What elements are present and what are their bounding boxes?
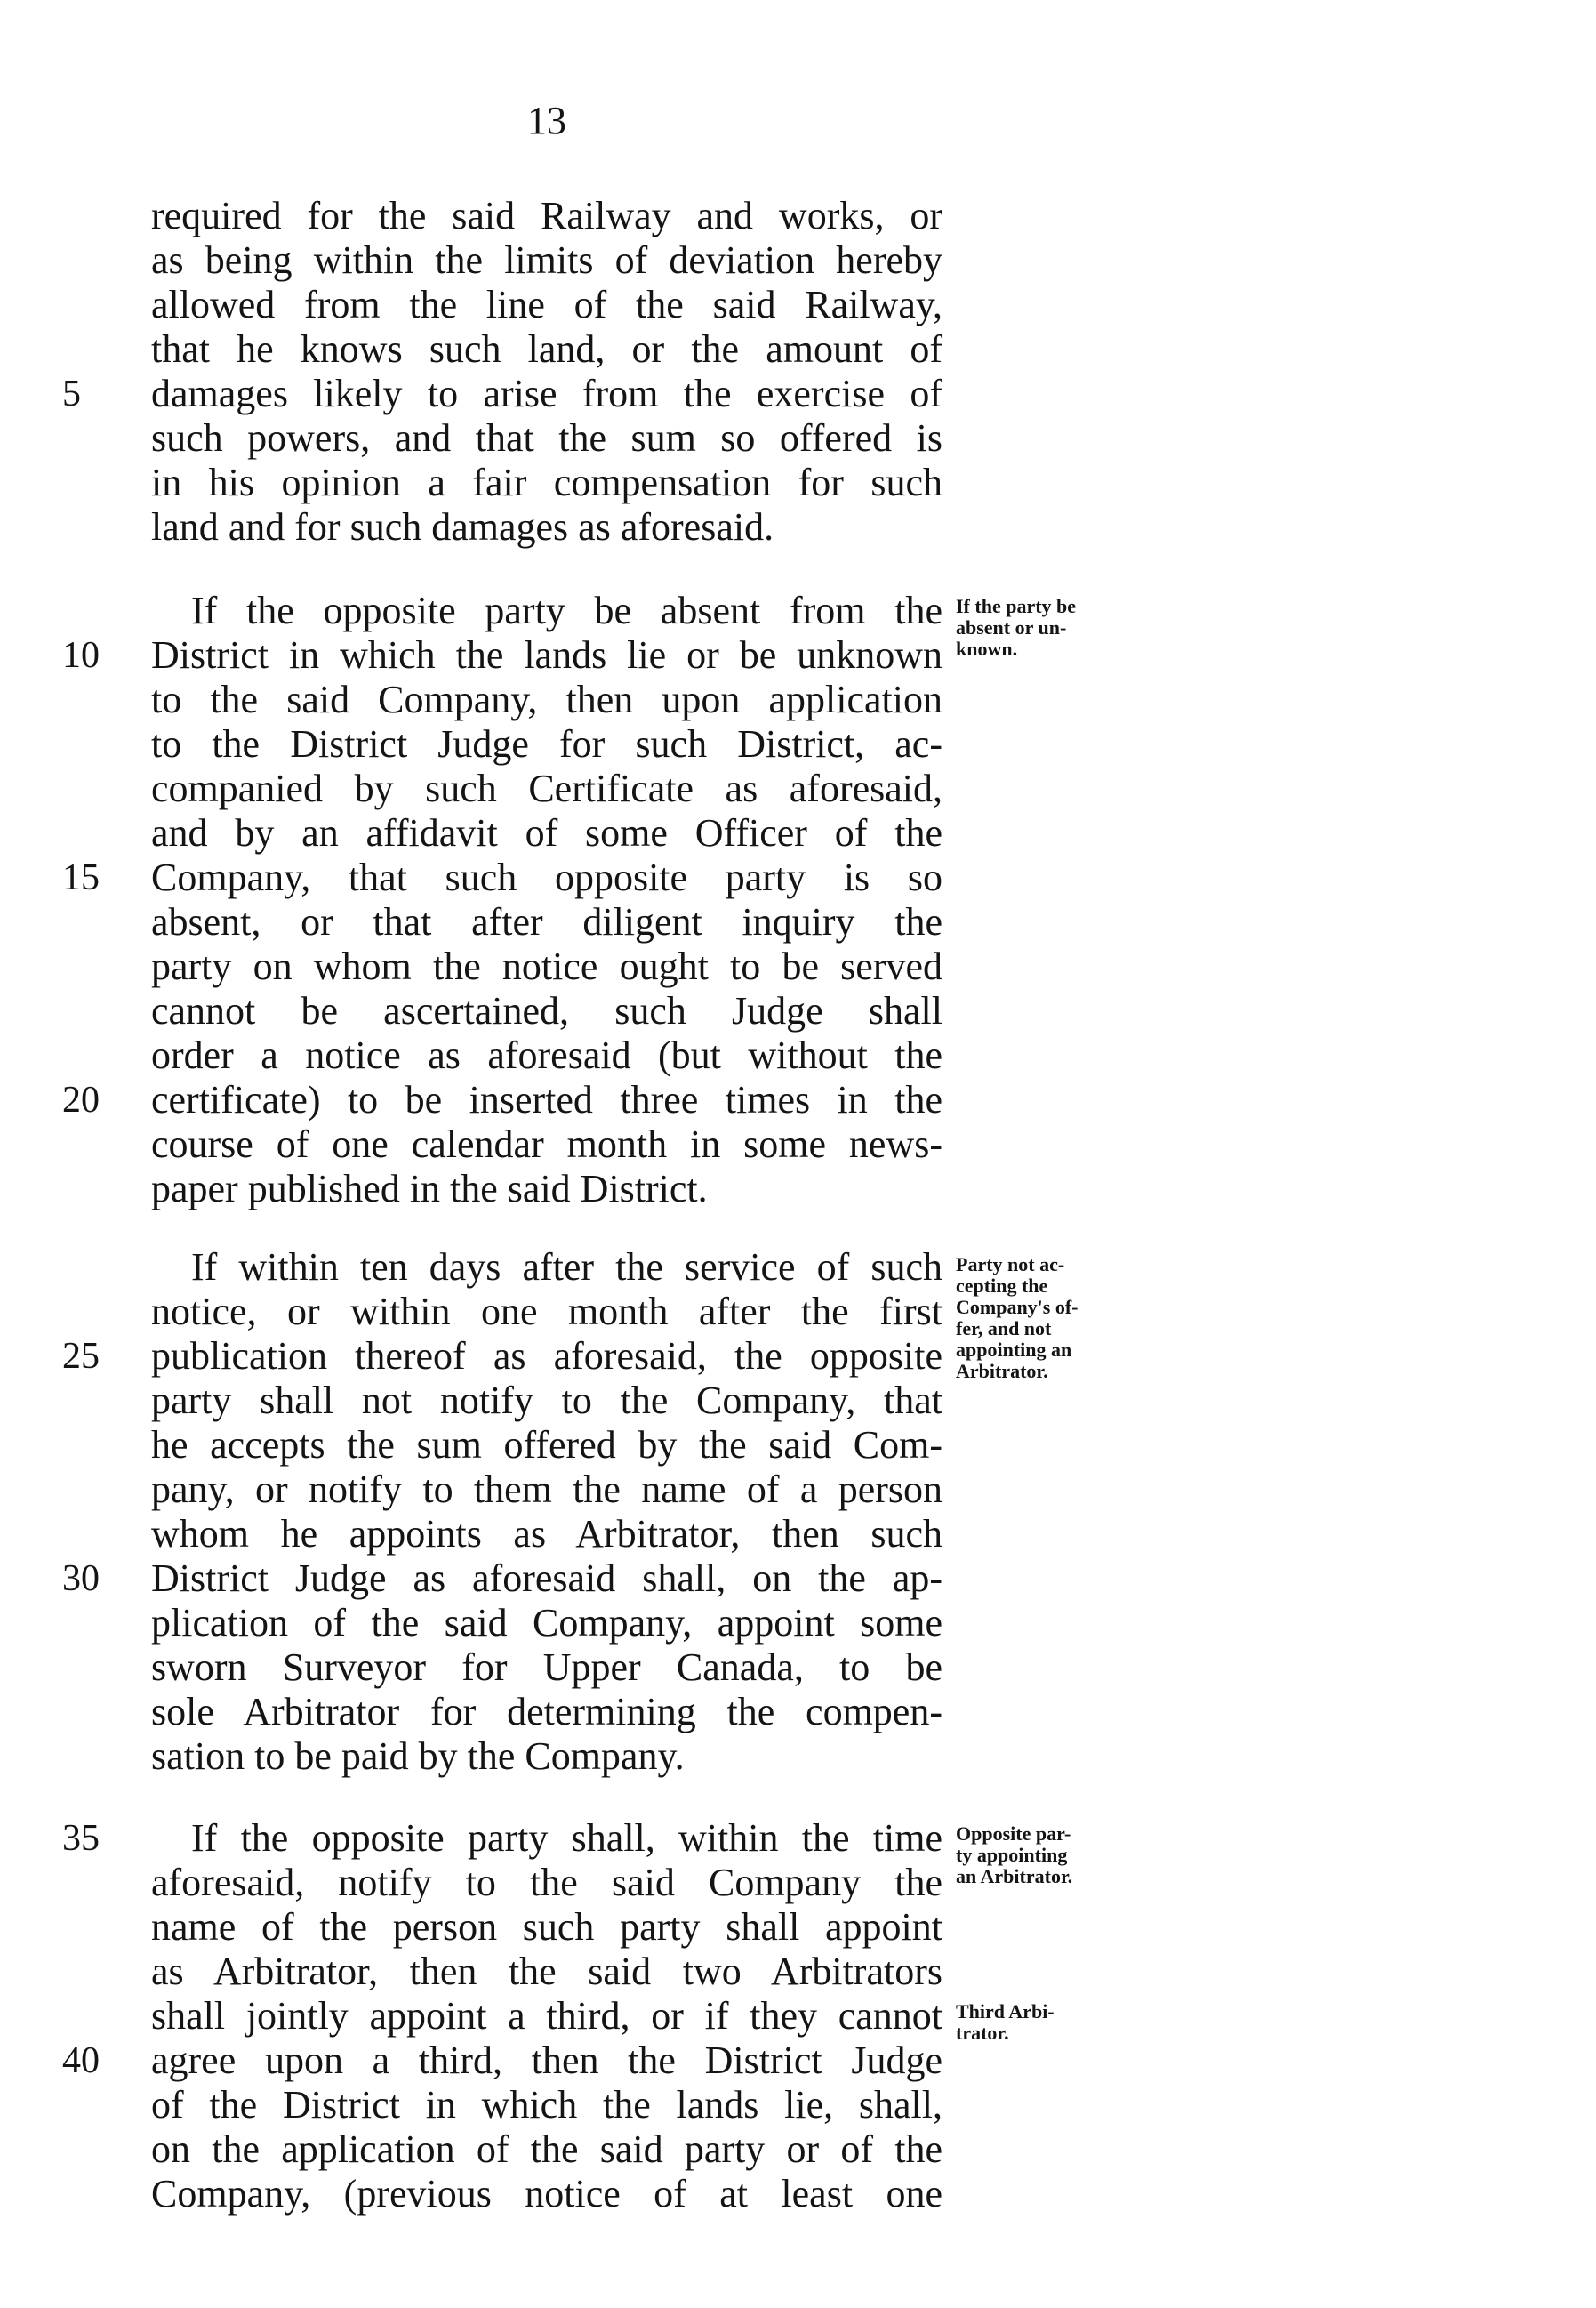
line-number: 40 — [62, 2040, 100, 2081]
text-line: absent, or that after diligent inquiry the — [151, 900, 942, 944]
text-line: he accepts the sum offered by the said Com- — [151, 1423, 942, 1467]
text-line: sole Arbitrator for determining the compen- — [151, 1690, 942, 1733]
text-line: land and for such damages as aforesaid. — [151, 505, 774, 549]
text-line: on the application of the said party or of the — [151, 2127, 942, 2171]
text-line: shall jointly appoint a third, or if they cannot — [151, 1994, 942, 2038]
text-line: course of one calendar month in some news- — [151, 1122, 942, 1166]
line-number: 10 — [62, 635, 100, 676]
margin-note-line: Party not ac- — [956, 1253, 1065, 1275]
text-line: damages likely to arise from the exercise of — [151, 372, 942, 415]
text-line: District Judge as aforesaid shall, on the ap- — [151, 1556, 942, 1600]
margin-note-absent-party — [956, 596, 1076, 660]
text-line: as being within the limits of deviation hereby — [151, 238, 942, 282]
text-line: sation to be paid by the Company. — [151, 1734, 685, 1778]
text-line: publication thereof as aforesaid, the opposite — [151, 1334, 942, 1378]
margin-note-opposite-party-appointing — [956, 1823, 1072, 1887]
margin-note-line: Company's of- — [956, 1296, 1079, 1318]
text-line: pany, or notify to them the name of a person — [151, 1468, 942, 1511]
text-line: such powers, and that the sum so offered is — [151, 416, 942, 460]
margin-note-line: Opposite par- — [956, 1822, 1071, 1845]
text-line: District in which the lands lie or be unknown — [151, 633, 942, 677]
text-line: notice, or within one month after the first — [151, 1290, 942, 1333]
line-number: 20 — [62, 1080, 100, 1121]
margin-note-party-not-accepting — [956, 1254, 1079, 1382]
text-line: and by an affidavit of some Officer of the — [151, 811, 942, 855]
line-number: 30 — [62, 1558, 100, 1599]
text-line: of the District in which the lands lie, shall, — [151, 2083, 942, 2127]
text-line: whom he appoints as Arbitrator, then such — [151, 1512, 942, 1556]
line-number: 25 — [62, 1336, 100, 1377]
text-line: required for the said Railway and works, or — [151, 194, 942, 237]
text-line: companied by such Certificate as aforesaid, — [151, 767, 942, 810]
text-line: plication of the said Company, appoint some — [151, 1601, 942, 1645]
margin-note-line: absent or un- — [956, 616, 1067, 639]
line-number: 5 — [62, 374, 81, 414]
text-line: certificate) to be inserted three times in the — [151, 1078, 942, 1122]
text-line: in his opinion a fair compensation for such — [151, 461, 942, 504]
margin-note-line: trator. — [956, 2022, 1009, 2044]
margin-note-line: Arbitrator. — [956, 1360, 1048, 1382]
text-line: agree upon a third, then the District Judge — [151, 2039, 942, 2082]
text-line: sworn Surveyor for Upper Canada, to be — [151, 1645, 942, 1689]
text-line: that he knows such land, or the amount of — [151, 327, 942, 371]
text-line: If within ten days after the service of such — [191, 1245, 942, 1289]
page-number: 13 — [527, 99, 566, 142]
margin-note-line: appointing an — [956, 1339, 1072, 1361]
margin-note-line: cepting the — [956, 1275, 1048, 1297]
text-line: If the opposite party shall, within the time — [191, 1816, 942, 1860]
margin-note-line: known. — [956, 638, 1018, 660]
text-line: allowed from the line of the said Railway, — [151, 283, 942, 326]
line-number: 15 — [62, 857, 100, 898]
text-line: paper published in the said District. — [151, 1167, 708, 1210]
text-line: order a notice as aforesaid (but without the — [151, 1033, 942, 1077]
line-number: 35 — [62, 1818, 100, 1859]
text-line: aforesaid, notify to the said Company the — [151, 1861, 942, 1904]
text-line: to the District Judge for such District, ac- — [151, 722, 942, 766]
text-line: party on whom the notice ought to be served — [151, 945, 942, 988]
margin-note-line: Third Arbi- — [956, 2000, 1055, 2023]
margin-note-line: fer, and not — [956, 1317, 1052, 1339]
text-line: name of the person such party shall appoint — [151, 1905, 942, 1949]
margin-note-line: If the party be — [956, 595, 1077, 617]
margin-note-line: ty appointing — [956, 1844, 1068, 1866]
text-line: cannot be ascertained, such Judge shall — [151, 989, 942, 1033]
text-line: Company, (previous notice of at least one — [151, 2172, 942, 2216]
text-line: as Arbitrator, then the said two Arbitrators — [151, 1950, 942, 1993]
text-line: If the opposite party be absent from the — [191, 589, 942, 632]
margin-note-line: an Arbitrator. — [956, 1865, 1073, 1887]
margin-note-third-arbitrator — [956, 2001, 1055, 2044]
text-line: party shall not notify to the Company, that — [151, 1379, 942, 1422]
text-line: to the said Company, then upon application — [151, 678, 942, 721]
text-line: Company, that such opposite party is so — [151, 856, 942, 899]
